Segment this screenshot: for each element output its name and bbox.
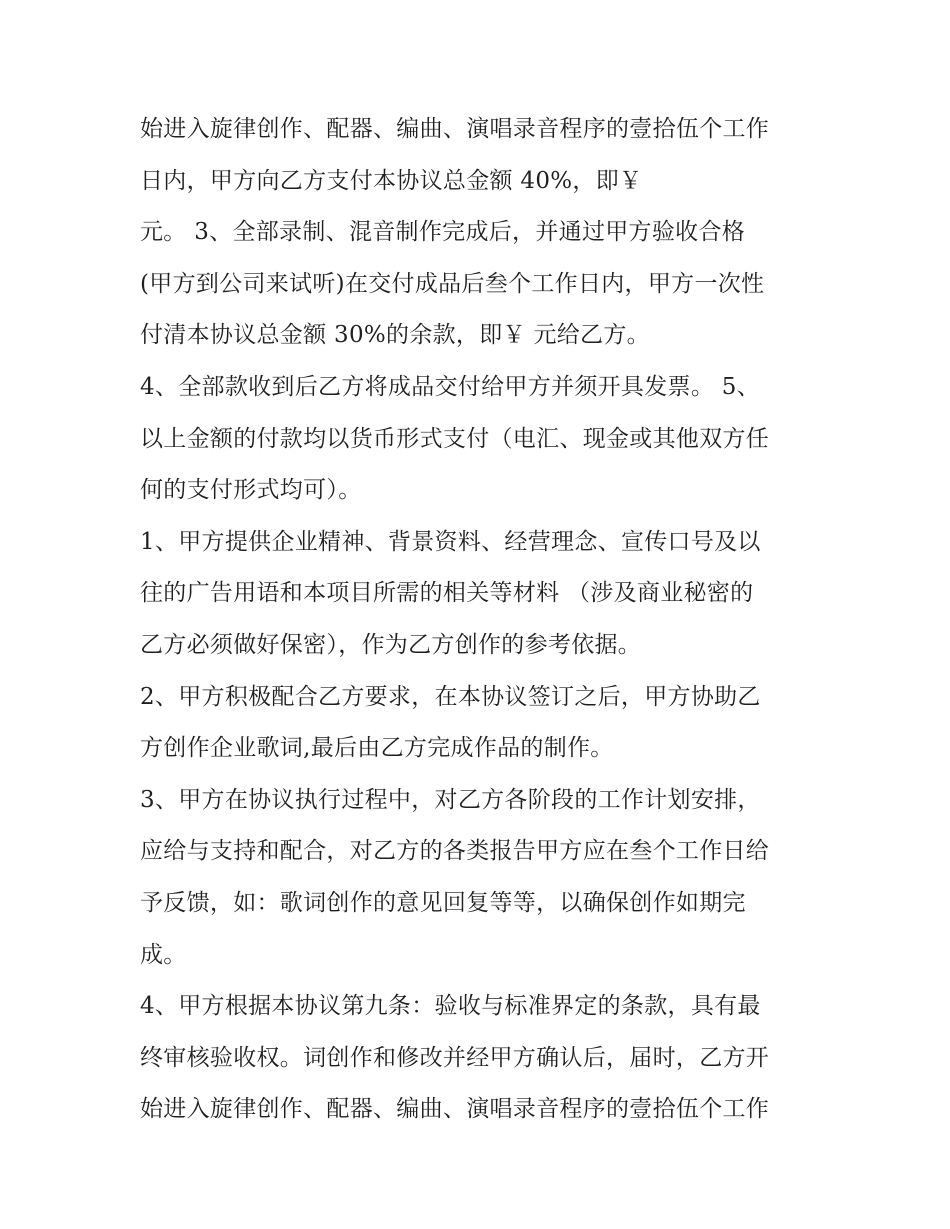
text-line: 方创作企业歌词,最后由乙方完成作品的制作。 (140, 735, 614, 762)
text-line: 1、甲方提供企业精神、背景资料、经营理念、宣传口号及以 (140, 528, 761, 555)
text-line: 4、全部款收到后乙方将成品交付给甲方并须开具发票。 5、 (140, 373, 760, 400)
text-line: 付清本协议总金额 30%的余款，即￥ 元给乙方。 (140, 322, 650, 349)
text-line: 始进入旋律创作、配器、编曲、演唱录音程序的壹拾伍个工作 (140, 116, 770, 142)
text-line: 终审核验收权。词创作和修改并经甲方确认后，届时，乙方开 (140, 1044, 770, 1071)
text-line: 何的支付形式均可）。 (140, 477, 362, 504)
text-line: 成。 (140, 941, 187, 968)
text-line: (甲方到公司来试听)在交付成品后叁个工作日内，甲方一次性 (140, 270, 765, 297)
text-line: 予反馈，如：歌词创作的意见回复等等，以确保创作如期完 (140, 889, 746, 916)
text-line: 2、甲方积极配合乙方要求，在本协议签订之后，甲方协助乙 (140, 683, 761, 710)
text-line: 4、甲方根据本协议第九条：验收与标准界定的条款，具有最 (140, 993, 761, 1020)
text-line: 始进入旋律创作、配器、编曲、演唱录音程序的壹拾伍个工作 (140, 1096, 770, 1123)
text-line: 乙方必须做好保密），作为乙方创作的参考依据。 (140, 631, 642, 658)
document-body (140, 104, 820, 1136)
text-line: 元。 3、全部录制、混音制作完成后，并通过甲方验收合格 (140, 219, 746, 246)
text-line: 日内，甲方向乙方支付本协议总金额 40%，即￥ (140, 167, 643, 194)
text-line: 应给与支持和配合，对乙方的各类报告甲方应在叁个工作日给 (140, 838, 770, 865)
text-line: 3、甲方在协议执行过程中，对乙方各阶段的工作计划安排， (140, 786, 761, 813)
text-line: 以上金额的付款均以货币形式支付（电汇、现金或其他双方任 (140, 425, 770, 452)
text-line: 往的广告用语和本项目所需的相关等材料 （涉及商业秘密的 (140, 580, 754, 607)
